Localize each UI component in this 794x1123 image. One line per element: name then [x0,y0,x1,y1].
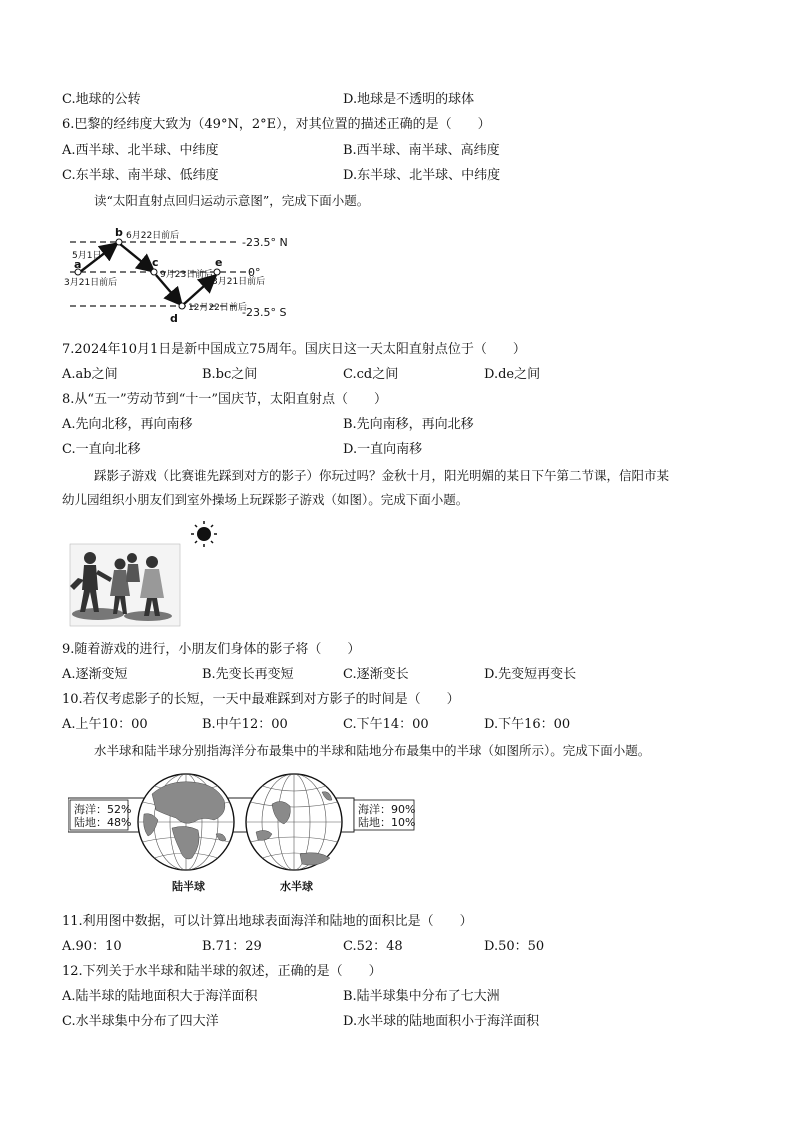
water-hemi-land-pct: 陆地：10% [358,816,416,829]
date-mar21-e: 3月21日前后 [212,277,266,287]
date-jun22: 6月22日前后 [126,231,180,241]
intro-shadow-game-1: 踩影子游戏（比赛谁先踩到对方的影子）你玩过吗？金秋十月，阳光明媚的某日下午第二节课，信阳市某 [94,468,670,483]
south-tropic-label: -23.5° S [242,306,287,319]
q12-stem: 12.下列关于水半球和陆半球的叙述，正确的是（ ） [62,964,382,979]
q8-option-c: C.一直向北移 [62,442,141,457]
q6-stem: 6.巴黎的经纬度大致为（49°N，2°E），对其位置的描述正确的是（ ） [62,117,491,132]
sun-icon [191,521,217,547]
q12-option-a: A.陆半球的陆地面积大于海洋面积 [62,989,258,1004]
sun-point-e [214,269,220,275]
q9-option-d: D.先变短再变长 [484,667,577,682]
q12-option-d: D.水半球的陆地面积小于海洋面积 [343,1014,540,1029]
q7-stem: 7.2024年10月1日是新中国成立75周年。国庆日这一天太阳直射点位于（ ） [62,342,526,357]
date-sep23: 9月23日前后 [160,270,214,280]
water-hemisphere-caption: 水半球 [280,880,313,893]
q7-option-d: D.de之间 [484,367,541,382]
land-hemi-land-pct: 陆地：48% [74,816,132,829]
equator-label: 0° [248,266,261,279]
land-hemi-ocean-pct: 海洋：52% [74,803,132,816]
solar-migration-diagram [62,222,322,328]
land-hemisphere-globe [138,774,234,870]
q10-option-d: D.下午16：00 [484,717,571,732]
q12-option-c: C.水半球集中分布了四大洋 [62,1014,219,1029]
q6-option-c: C.东半球、南半球、低纬度 [62,168,219,183]
water-hemisphere-globe [246,774,342,870]
intro-solar-figure: 读“太阳直射点回归运动示意图”，完成下面小题。 [94,193,370,208]
water-hemi-ocean-pct: 海洋：90% [358,803,416,816]
q10-stem: 10.若仅考虑影子的长短，一天中最难踩到对方影子的时间是（ ） [62,692,460,707]
label-a: a [74,258,82,271]
q6-option-a: A.西半球、北半球、中纬度 [62,143,219,158]
label-e: e [215,256,223,269]
q10-option-b: B.中午12：00 [202,717,288,732]
q10-option-c: C.下午14：00 [343,717,429,732]
q5-option-c: C.地球的公转 [62,92,141,107]
sun-point-d [179,303,185,309]
shadow-game-illustration [68,518,218,630]
q9-option-c: C.逐渐变长 [343,667,409,682]
q8-stem: 8.从“五一”劳动节到“十一”国庆节，太阳直射点（ ） [62,392,387,407]
q10-option-a: A.上午10：00 [62,717,148,732]
q7-option-a: A.ab之间 [62,367,118,382]
date-dec22: 12月22日前后 [188,303,247,313]
q6-option-d: D.东半球、北半球、中纬度 [343,168,501,183]
q8-option-a: A.先向北移，再向南移 [62,417,193,432]
date-may1: 5月1日 [72,251,102,261]
q11-stem: 11.利用图中数据，可以计算出地球表面海洋和陆地的面积比是（ ） [62,914,473,929]
q6-option-b: B.西半球、南半球、高纬度 [343,143,500,158]
north-tropic-label: -23.5° N [242,236,288,249]
q11-option-b: B.71：29 [202,939,262,954]
q11-option-a: A.90：10 [62,939,122,954]
q9-option-a: A.逐渐变短 [62,667,128,682]
label-c: c [152,256,159,269]
q7-option-c: C.cd之间 [343,367,399,382]
land-hemisphere-caption: 陆半球 [172,880,205,893]
q12-option-b: B.陆半球集中分布了七大洲 [343,989,500,1004]
sun-point-c [151,269,157,275]
q5-option-d: D.地球是不透明的球体 [343,92,475,107]
q11-option-d: D.50：50 [484,939,545,954]
q9-stem: 9.随着游戏的进行，小朋友们身体的影子将（ ） [62,642,361,657]
label-b: b [115,226,123,239]
q8-option-d: D.一直向南移 [343,442,423,457]
intro-shadow-game-2: 幼儿园组织小朋友们到室外操场上玩踩影子游戏（如图）。完成下面小题。 [62,492,469,507]
q7-option-b: B.bc之间 [202,367,258,382]
q8-option-b: B.先向南移，再向北移 [343,417,474,432]
hemispheres-diagram [68,770,424,898]
q11-option-c: C.52：48 [343,939,403,954]
q9-option-b: B.先变长再变短 [202,667,294,682]
date-mar21-a: 3月21日前后 [64,278,118,288]
sun-point-b [116,239,122,245]
intro-hemispheres: 水半球和陆半球分别指海洋分布最集中的半球和陆地分布最集中的半球（如图所示）。完成下面小题。 [94,743,651,758]
label-d: d [170,312,178,325]
